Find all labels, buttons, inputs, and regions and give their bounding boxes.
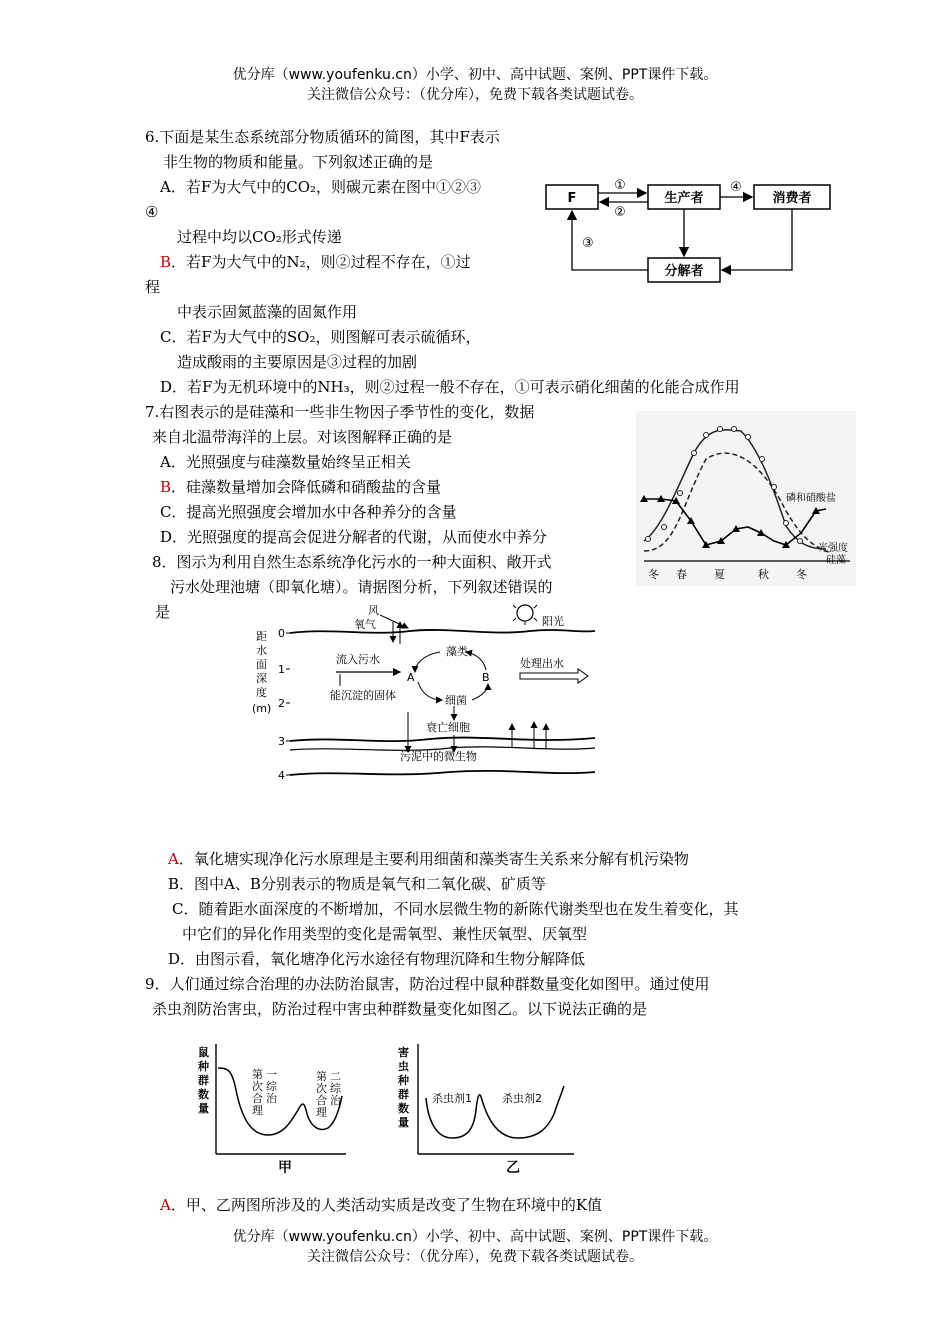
svg-text:群: 群 — [198, 1074, 209, 1087]
q6-option-c-2: 造成酸雨的主要原因是③过程的加剧 — [177, 353, 418, 371]
q7-option-b-letter: B — [160, 478, 172, 496]
svg-text:合: 合 — [252, 1092, 263, 1105]
q6-option-b-text: ．若F为大气中的N₂，则②过程不存在，①过 — [171, 253, 471, 271]
sludge-top — [290, 738, 595, 742]
jia-caption: 甲 — [278, 1160, 292, 1176]
svg-text:治: 治 — [266, 1092, 277, 1105]
x-tick-spring: 春 — [676, 568, 687, 581]
label-1: ① — [614, 178, 626, 193]
algae-label: 藻类 — [446, 645, 468, 658]
q8-option-d: D．由图示看，氧化塘净化污水途径有物理沉降和生物分解降低 — [168, 950, 586, 968]
depth-ticks — [278, 627, 285, 782]
q9-option-a-text: ．甲、乙两图所涉及的人类活动实质是改变了生物在环境中的K值 — [170, 1196, 603, 1214]
svg-text:鼠: 鼠 — [198, 1046, 209, 1059]
q8-option-c-2: 中它们的异化作用类型的变化是需氧型、兼性厌氧型、厌氧型 — [182, 925, 588, 943]
producer-label: 生产者 — [664, 191, 704, 206]
q6-option-b-letter: B — [160, 253, 172, 271]
q7-seasonal-chart — [636, 411, 856, 586]
footer-line-2: 关注微信公众号：（优分库），免费下载各类试题试卷。 — [307, 1249, 643, 1265]
svg-text:量: 量 — [398, 1116, 409, 1129]
q6-option-b-1b: 程 — [145, 278, 161, 296]
svg-text:一: 一 — [266, 1068, 277, 1081]
svg-text:综: 综 — [330, 1082, 341, 1095]
q6-option-b-2: 中表示固氮蓝藻的固氮作用 — [177, 303, 358, 321]
svg-text:数: 数 — [398, 1102, 409, 1115]
sun-icon — [517, 605, 533, 621]
q8-option-a — [168, 849, 689, 869]
svg-text:次: 次 — [316, 1082, 327, 1095]
svg-text:群: 群 — [398, 1088, 409, 1101]
label-4: ④ — [730, 180, 742, 195]
depth-axis-label — [252, 630, 271, 715]
q9-graph-yi — [394, 1040, 584, 1176]
svg-text:3: 3 — [278, 735, 285, 748]
inflow-label: 流入污水 — [336, 653, 380, 666]
svg-text:面: 面 — [256, 658, 267, 671]
q8-stem-2: 污水处理池塘（即氧化塘）。请据图分析，下列叙述错误的 — [170, 578, 553, 596]
consumer-label: 消费者 — [772, 191, 812, 206]
x-tick-summer: 夏 — [714, 568, 725, 581]
svg-text:种: 种 — [398, 1074, 409, 1087]
sludge-microbes-label: 污泥中的微生物 — [400, 750, 477, 763]
q8-option-c-1: C．随着距水面深度的不断增加，不同水层微生物的新陈代谢类型也在发生着变化，其 — [172, 900, 739, 918]
svg-text:4: 4 — [278, 769, 285, 782]
q7-option-b — [160, 477, 441, 497]
q6-cycle-diagram — [540, 172, 840, 284]
oxygen-label: 氧气 — [354, 618, 376, 631]
label-3: ③ — [582, 236, 594, 251]
dead-cells-label: 衰亡细胞 — [426, 721, 470, 734]
q9-stem-2: 杀虫剂防治害虫，防治过程中害虫种群数量变化如图乙。以下说法正确的是 — [152, 1000, 648, 1018]
q7-option-b-text: ．硅藻数量增加会降低磷和硝酸盐的含量 — [171, 478, 442, 496]
svg-text:二: 二 — [330, 1070, 341, 1083]
q7-stem-1: 7.右图表示的是硅藻和一些非生物因子季节性的变化，数据 — [145, 403, 535, 421]
svg-text:度: 度 — [256, 686, 267, 699]
svg-text:1: 1 — [278, 663, 285, 676]
q9-option-a-letter: A — [160, 1196, 171, 1214]
svg-text:虫: 虫 — [398, 1060, 409, 1073]
bacteria-label: 细菌 — [445, 694, 467, 707]
x-tick-autumn: 秋 — [758, 568, 769, 581]
q8-oxidation-pond-diagram — [250, 600, 610, 788]
svg-text:0: 0 — [278, 627, 285, 640]
svg-text:治: 治 — [330, 1094, 341, 1107]
svg-text:理: 理 — [252, 1104, 263, 1117]
svg-text:种: 种 — [198, 1060, 209, 1073]
label-2: ② — [614, 205, 626, 220]
header-line-2: 关注微信公众号：（优分库），免费下载各类试题试卷。 — [307, 87, 643, 103]
salt-label: 磷和硝酸盐 — [786, 493, 836, 504]
q6-stem-1: 6.下面是某生态系统部分物质循环的简图，其中F表示 — [145, 128, 500, 146]
q6-option-d: D．若F为无机环境中的NH₃，则②过程一般不存在，①可表示硝化细菌的化能合成作用 — [160, 378, 740, 396]
q9-stem-1: 9．人们通过综合治理的办法防治鼠害，防治过程中鼠种群数量变化如图甲。通过使用 — [145, 975, 710, 993]
outflow-arrow — [520, 669, 588, 683]
svg-text:合: 合 — [316, 1094, 327, 1107]
svg-text:深: 深 — [256, 672, 267, 685]
water-surface — [290, 630, 595, 633]
svg-text:次: 次 — [252, 1080, 263, 1093]
q8-option-a-text: ．氧化塘实现净化污水原理是主要利用细菌和藻类寄生关系来分解有机污染物 — [178, 850, 689, 868]
q6-option-a-1: A．若F为大气中的CO₂，则碳元素在图中①②③ — [160, 178, 482, 196]
a-label: A — [407, 671, 415, 684]
header-line-1: 优分库（www.youfenku.cn）小学、初中、高中试题、案例、PPT课件下载。 — [232, 67, 718, 83]
q7-stem-2: 来自北温带海洋的上层。对该图解释正确的是 — [152, 428, 453, 446]
svg-text:理: 理 — [316, 1106, 327, 1119]
yi-pesticide-2-label: 杀虫剂2 — [502, 1092, 542, 1105]
svg-text:综: 综 — [266, 1080, 277, 1093]
yi-pesticide-1-label: 杀虫剂1 — [432, 1092, 472, 1105]
jia-y-label — [197, 1045, 209, 1115]
q8-stem-3: 是 — [155, 603, 171, 621]
q9-graph-jia — [196, 1040, 356, 1176]
svg-text:第: 第 — [252, 1068, 263, 1081]
b-label: B — [482, 671, 490, 684]
yi-y-label — [397, 1045, 409, 1129]
f-label: F — [567, 191, 577, 206]
q8-option-b: B．图中A、B分别表示的物质是氧气和二氧化碳、矿质等 — [168, 875, 546, 893]
sunlight-label: 阳光 — [542, 615, 564, 628]
pond-bottom — [290, 771, 595, 775]
q8-stem-1: 8．图示为利用自然生态系统净化污水的一种大面积、敞开式 — [152, 553, 552, 571]
decomposer-label: 分解者 — [664, 264, 704, 279]
q8-option-a-letter: A — [168, 850, 179, 868]
svg-text:(m): (m) — [252, 702, 272, 715]
q7-option-c: C．提高光照强度会增加水中各种养分的含量 — [160, 503, 457, 521]
wind-label: 风 — [368, 604, 379, 617]
svg-text:2: 2 — [278, 697, 285, 710]
q6-stem-2: 非生物的物质和能量。下列叙述正确的是 — [163, 153, 434, 171]
svg-text:第: 第 — [316, 1070, 327, 1083]
q6-option-b-1 — [160, 252, 471, 272]
q9-option-a — [160, 1195, 602, 1215]
arrow-consumer-decomposer — [722, 209, 792, 270]
solids-label: 能沉淀的固体 — [330, 689, 396, 702]
svg-text:水: 水 — [256, 644, 267, 657]
q6-option-a-1b: ④ — [145, 203, 159, 221]
svg-text:数: 数 — [198, 1088, 209, 1101]
q7-option-d: D．光照强度的提高会促进分解者的代谢，从而使水中养分 — [160, 528, 548, 546]
footer-line-1: 优分库（www.youfenku.cn）小学、初中、高中试题、案例、PPT课件下载。 — [232, 1229, 718, 1245]
q6-option-a-2: 过程中均以CO₂形式传递 — [177, 228, 342, 246]
jia-treatment-1-label — [252, 1068, 278, 1117]
svg-text:害: 害 — [398, 1046, 409, 1059]
x-tick-winter-1: 冬 — [648, 568, 659, 581]
q7-option-a: A．光照强度与硅藻数量始终呈正相关 — [160, 453, 411, 471]
yi-caption: 乙 — [506, 1160, 520, 1176]
svg-text:距: 距 — [256, 630, 267, 643]
svg-text:量: 量 — [198, 1102, 209, 1115]
light-label: 光强度 — [818, 543, 848, 554]
outflow-label: 处理出水 — [520, 657, 564, 670]
x-tick-winter-2: 冬 — [796, 568, 807, 581]
q6-option-c-1: C．若F为大气中的SO₂，则图解可表示硫循环， — [160, 328, 481, 346]
diatom-label: 硅藻 — [826, 555, 846, 566]
